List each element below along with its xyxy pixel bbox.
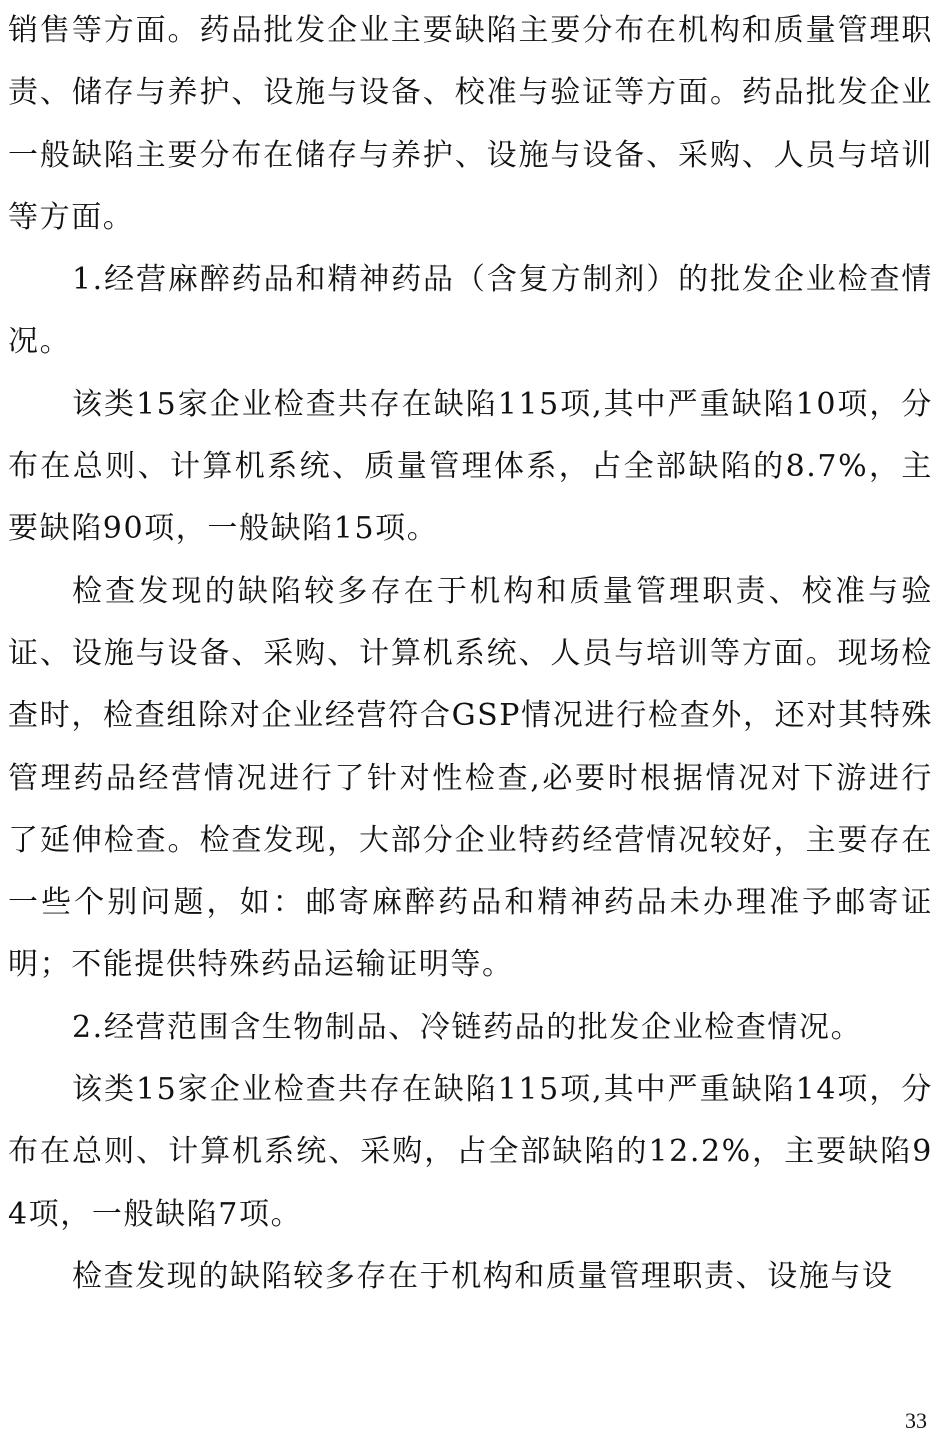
heading-biological-cold-chain-wholesalers: 2.经营范围含生物制品、冷链药品的批发企业检查情况。 [72,1009,863,1045]
paragraph-narcotic-findings: 检查发现的缺陷较多存在于机构和质量管理职责、校准与验证、设施与设备、采购、计算机系统、人员与培训等方面。现场检查时，检查组除对企业经营符合GSP情况进行检查外，还对其特殊管理药品经营情况进行了针对性检查,必要时根据情况对下游进行了延伸检查。检查发现，大部分企业特药经营情况较好，主要存在一些个别问题，如：邮寄麻醉药品和精神药品未办理准予邮寄证明；不能提供特殊药品运输证明等。 [8,573,933,983]
document-body [8,0,933,1308]
page-number: 33 [905,1408,927,1433]
heading-narcotic-psychotropic-wholesalers: 1.经营麻醉药品和精神药品（含复方制剂）的批发企业检查情况。 [8,262,933,360]
paragraph-narcotic-defect-counts: 该类15家企业检查共存在缺陷115项,其中严重缺陷10项，分布在总则、计算机系统、质量管理体系，占全部缺陷的8.7%，主要缺陷90项，一般缺陷15项。 [8,386,933,547]
paragraph-biological-findings: 检查发现的缺陷较多存在于机构和质量管理职责、设施与设 [72,1258,894,1294]
paragraph-wholesale-defects-summary: 销售等方面。药品批发企业主要缺陷主要分布在机构和质量管理职责、储存与养护、设施与设备、校准与验证等方面。药品批发企业一般缺陷主要分布在储存与养护、设施与设备、采购、人员与培训等方面。 [8,13,933,235]
paragraph-biological-defect-counts: 该类15家企业检查共存在缺陷115项,其中严重缺陷14项，分布在总则、计算机系统、采购，占全部缺陷的12.2%，主要缺陷94项，一般缺陷7项。 [8,1072,933,1232]
